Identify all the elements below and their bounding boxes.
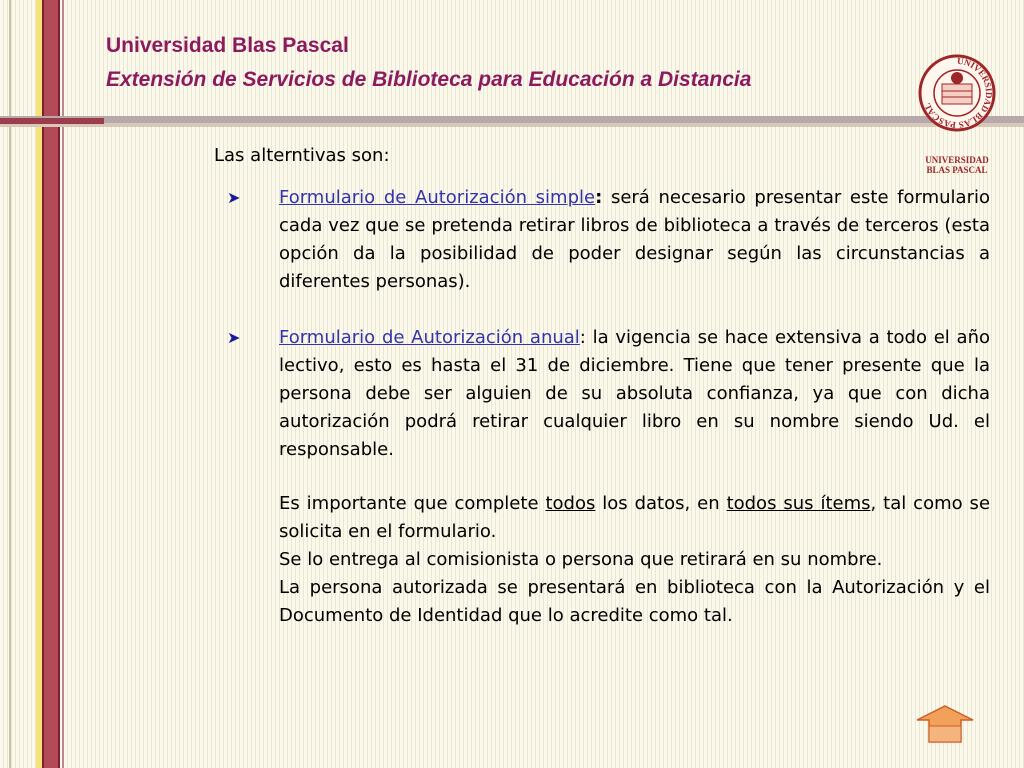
main-content [214, 142, 990, 630]
identity-text: La persona autorizada se presentará en biblioteca con la Autorización y el Documento de Identidad que lo acredite como tal. [279, 577, 990, 626]
page-subtitle: Extensión de Servicios de Biblioteca para Educación a Distancia [106, 68, 752, 91]
item-description: será necesario presentar este formulario cada vez que se pretenda retirar libros de biblioteca a través de terceros (esta opción da la posibilidad de poder designar según las circunstancias a diferentes personas). [279, 187, 990, 292]
home-up-arrow-icon[interactable] [915, 704, 975, 744]
note-emphasis: todos [545, 493, 596, 514]
arrow-bullet-icon: ➤ [227, 188, 241, 207]
logo-caption-line1: UNIVERSIDAD [925, 155, 989, 165]
arrow-bullet-icon: ➤ [227, 328, 241, 347]
link-annual-authorization-form[interactable]: Formulario de Autorización anual [279, 327, 580, 348]
note-emphasis: todos sus ítems [726, 493, 871, 514]
spacer [214, 464, 990, 490]
link-simple-authorization-form[interactable]: Formulario de Autorización simple [279, 187, 596, 208]
list-item [214, 184, 990, 296]
delivery-text: Se lo entrega al comisionista o persona que retirará en su nombre. [279, 549, 883, 570]
list-item [214, 324, 990, 464]
item-separator: : [595, 187, 603, 208]
spacer [214, 296, 990, 324]
header-divider [0, 116, 1024, 123]
note-text: Es importante que complete [279, 493, 546, 514]
header-divider-shadow [0, 123, 1024, 127]
note-paragraph [214, 490, 990, 546]
university-title: Universidad Blas Pascal [106, 34, 349, 57]
header-divider-accent [0, 118, 104, 124]
item-description: la vigencia se hace extensiva a todo el año lectivo, esto es hasta el 31 de diciembre. Tiene que tener presente que la persona debe ser alguien de su absoluta confianza, ya que con dicha autorización podrá retirar cualquier libro en su nombre siendo Ud. el responsable. [279, 327, 990, 460]
intro-text: Las alterntivas son: [214, 145, 390, 166]
note-text: , tal como se solicita en el formulario. [279, 493, 991, 542]
note-text: los datos, en [595, 493, 727, 514]
logo-caption-line2: BLAS PASCAL [926, 165, 988, 175]
seal-ring-text: UNIVERSIDAD BLAS PASCAL [922, 55, 995, 131]
item-separator: : [579, 327, 593, 348]
